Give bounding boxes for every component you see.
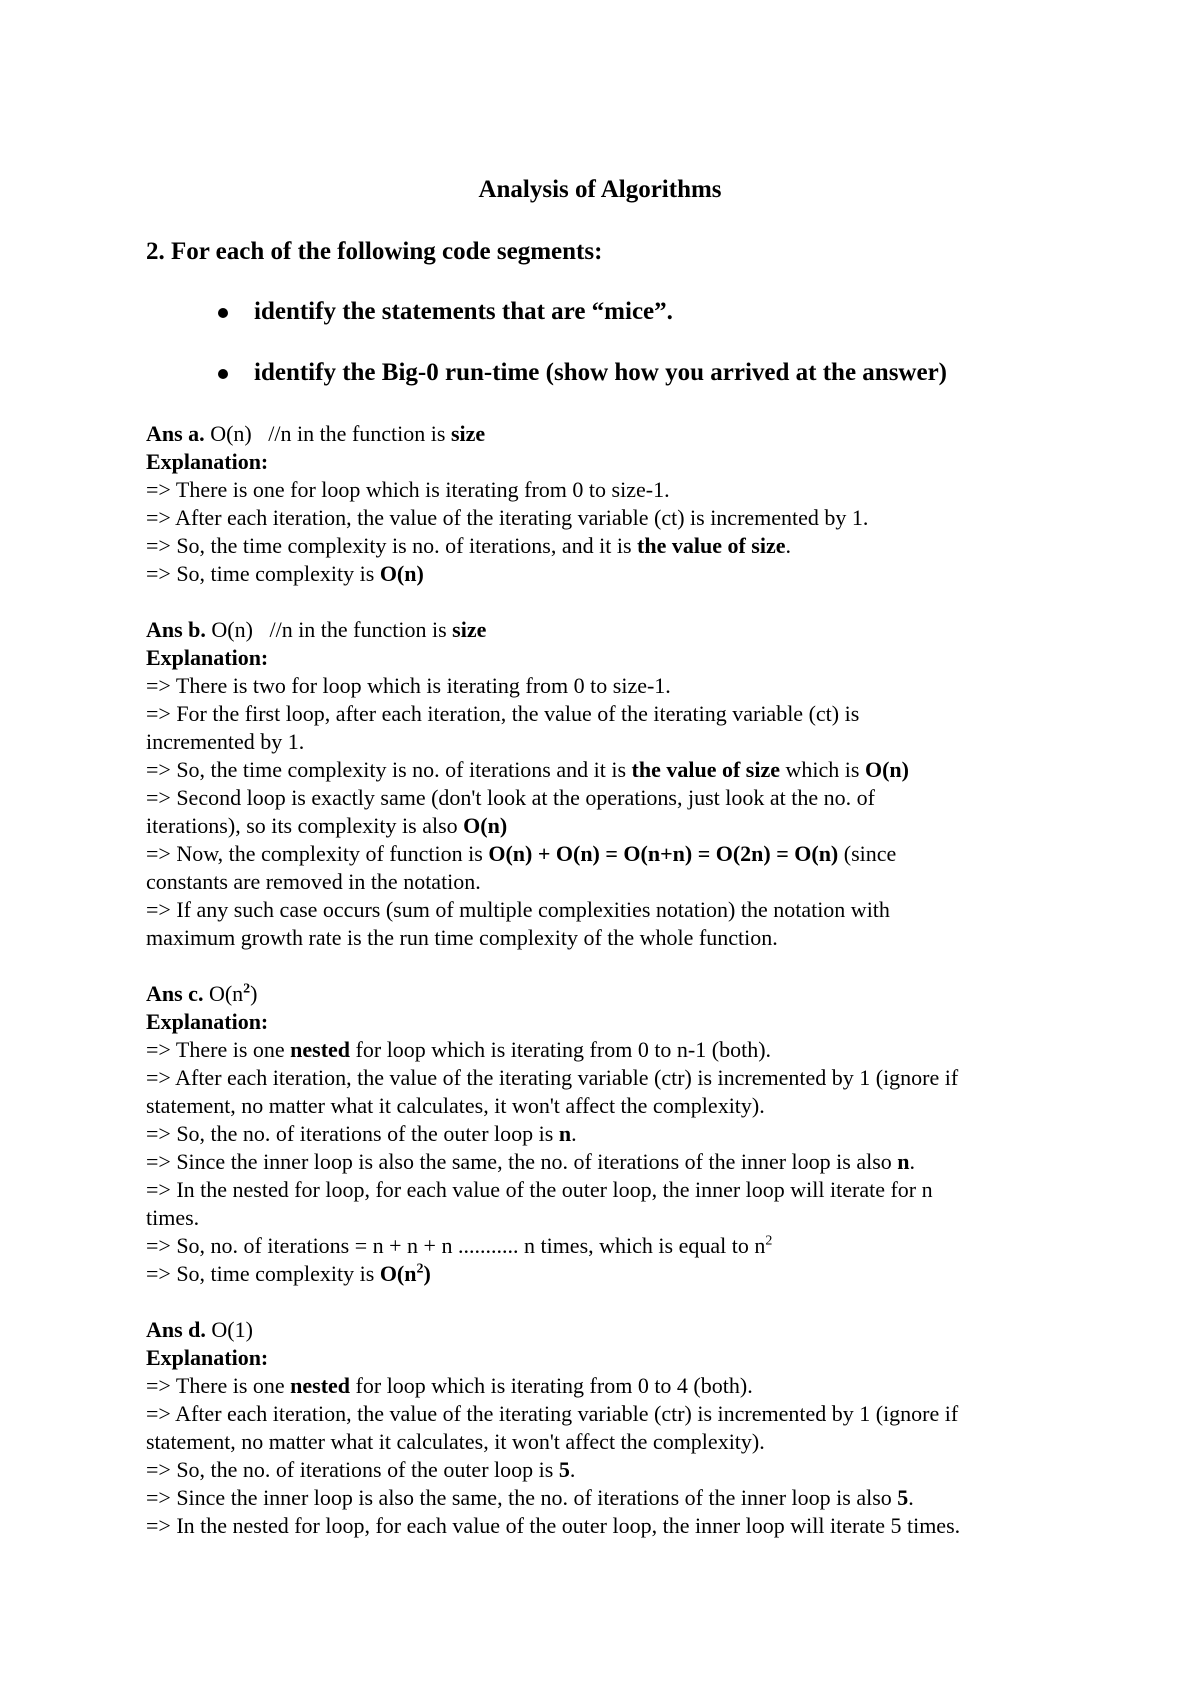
answer-complexity: $O(n^2)$ [208, 981, 258, 1006]
explanation-line: incremented by 1. [146, 729, 305, 754]
answer-a [146, 420, 1056, 588]
instruction-text: identify the Big-0 run-time (show how you arrived at the answer) [254, 359, 948, 386]
explanation-line: => So, the no. of iterations of the outer loop is n. [146, 1121, 577, 1146]
instruction-list [146, 296, 947, 418]
explanation-line: => There is two for loop which is iterating from 0 to size-1. [146, 673, 671, 698]
answers [146, 420, 1056, 1568]
explanation-line: => In the nested for loop, for each value of the outer loop, the inner loop will iterate 5 times. [146, 1513, 961, 1538]
explanation-label: Explanation: [146, 1009, 269, 1034]
explanation-line: => There is one for loop which is iterating from 0 to size-1. [146, 477, 670, 502]
explanation-line: constants are removed in the notation. [146, 869, 481, 894]
explanation-label: Explanation: [146, 449, 269, 474]
explanation-line: iterations), so its complexity is also O(n) [146, 813, 508, 838]
instruction-item [146, 296, 947, 328]
instruction-item [146, 357, 947, 389]
explanation-line: => Since the inner loop is also the same, the no. of iterations of the inner loop is also 5. [146, 1485, 914, 1510]
explanation-line: => Second loop is exactly same (don't look at the operations, just look at the no. of [146, 785, 875, 810]
explanation-line: => After each iteration, the value of the iterating variable (ctr) is incremented by 1 (ignore if [146, 1065, 959, 1090]
bullet-icon [218, 369, 228, 379]
explanation-line: => Now, the complexity of function is O(n) + O(n) = O(n+n) = O(2n) = O(n) (since [146, 841, 897, 866]
explanation-line: => So, time complexity is O(n) [146, 561, 424, 586]
explanation-line: => So, time complexity is $O(n^2)$ [146, 1261, 431, 1286]
explanation-label: Explanation: [146, 1345, 269, 1370]
bullet-icon [218, 308, 228, 318]
answer-heading: Ans c. $O(n^2)$ [146, 981, 258, 1006]
question-heading: 2. For each of the following code segments: [146, 238, 603, 265]
explanation-line: times. [146, 1205, 200, 1230]
explanation-line: => So, no. of iterations = n + n + n ........... n times, which is equal to $n^2$ [146, 1233, 773, 1258]
answer-c [146, 980, 1056, 1288]
explanation-line: => If any such case occurs (sum of multiple complexities notation) the notation with [146, 897, 890, 922]
instruction-text: identify the statements that are “mice”. [254, 298, 673, 325]
answer-complexity: O(n) [211, 617, 253, 642]
explanation-line: => So, the time complexity is no. of iterations, and it is the value of size. [146, 533, 792, 558]
explanation-line: => After each iteration, the value of the iterating variable (ctr) is incremented by 1 (ignore if [146, 1401, 959, 1426]
explanation-line: => For the first loop, after each iteration, the value of the iterating variable (ct) is [146, 701, 860, 726]
explanation-line: => Since the inner loop is also the same, the no. of iterations of the inner loop is also n. [146, 1149, 916, 1174]
explanation-line: => There is one nested for loop which is iterating from 0 to n-1 (both). [146, 1037, 772, 1062]
answer-d [146, 1316, 1056, 1540]
page-title: Analysis of Algorithms [478, 176, 722, 203]
explanation-line: statement, no matter what it calculates, it won't affect the complexity). [146, 1429, 765, 1454]
explanation-line: maximum growth rate is the run time complexity of the whole function. [146, 925, 778, 950]
explanation-line: => There is one nested for loop which is iterating from 0 to 4 (both). [146, 1373, 753, 1398]
answer-heading: Ans b. O(n) //n in the function is size [146, 617, 487, 642]
explanation-label: Explanation: [146, 645, 269, 670]
answer-heading: Ans d. O(1) [146, 1317, 253, 1342]
answer-b [146, 616, 1056, 952]
answer-complexity: O(n) [210, 421, 252, 446]
explanation-line: => So, the time complexity is no. of iterations and it is the value of size which is O(n) [146, 757, 909, 782]
explanation-line: => So, the no. of iterations of the outer loop is 5. [146, 1457, 576, 1482]
explanation-line: => In the nested for loop, for each value of the outer loop, the inner loop will iterate for n [146, 1177, 933, 1202]
explanation-line: => After each iteration, the value of the iterating variable (ct) is incremented by 1. [146, 505, 869, 530]
answer-complexity: O(1) [211, 1317, 253, 1342]
answer-heading: Ans a. O(n) //n in the function is size [146, 421, 486, 446]
explanation-line: statement, no matter what it calculates, it won't affect the complexity). [146, 1093, 765, 1118]
